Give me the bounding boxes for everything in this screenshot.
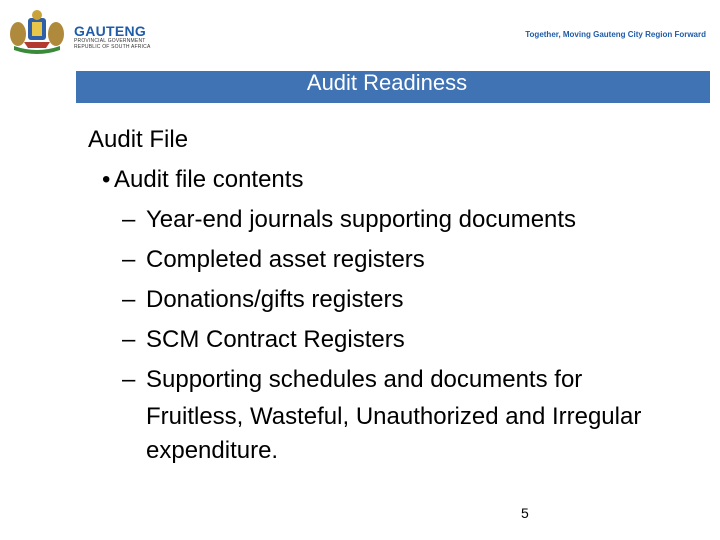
dash-symbol: – [122,246,136,273]
sub-item-text: Donations/gifts registers [146,286,404,313]
sub-item-text: Year-end journals supporting documents [146,206,577,233]
page-number: 5 [521,505,529,521]
dash-symbol: – [122,326,136,353]
sub-item [88,280,708,320]
bullet-symbol: • [102,166,111,193]
sub-item [88,200,708,240]
bullet-text: Audit file contents [114,166,304,193]
slide-title: Audit Readiness [306,70,468,95]
brand-sub-2: REPUBLIC OF SOUTH AFRICA [74,44,151,50]
bullet-item [88,160,708,200]
sub-item [88,360,708,400]
dash-symbol: – [122,286,136,313]
sub-item-continuation: expenditure. [146,437,279,464]
dash-symbol: – [122,206,136,233]
slide-title-bar [76,71,710,103]
gauteng-brand [74,24,150,50]
sub-item-continuation: Fruitless, Wasteful, Unauthorized and Irregular [146,403,642,430]
sub-item-text: Completed asset registers [146,246,425,273]
dash-symbol: – [122,366,136,393]
body-heading: Audit File [88,126,189,153]
sub-item [88,240,708,280]
sub-item-text: SCM Contract Registers [146,326,405,353]
sub-item [88,320,708,360]
brand-name: GAUTENG [74,23,147,39]
slide-body [88,120,708,468]
tagline: Together, Moving Gauteng City Region Forward [525,30,706,39]
coat-of-arms-logo [6,8,68,54]
sub-item-text: Supporting schedules and documents for [146,366,583,393]
slide-header [0,0,720,62]
brand-sub-1: PROVINCIAL GOVERNMENT [74,38,146,44]
